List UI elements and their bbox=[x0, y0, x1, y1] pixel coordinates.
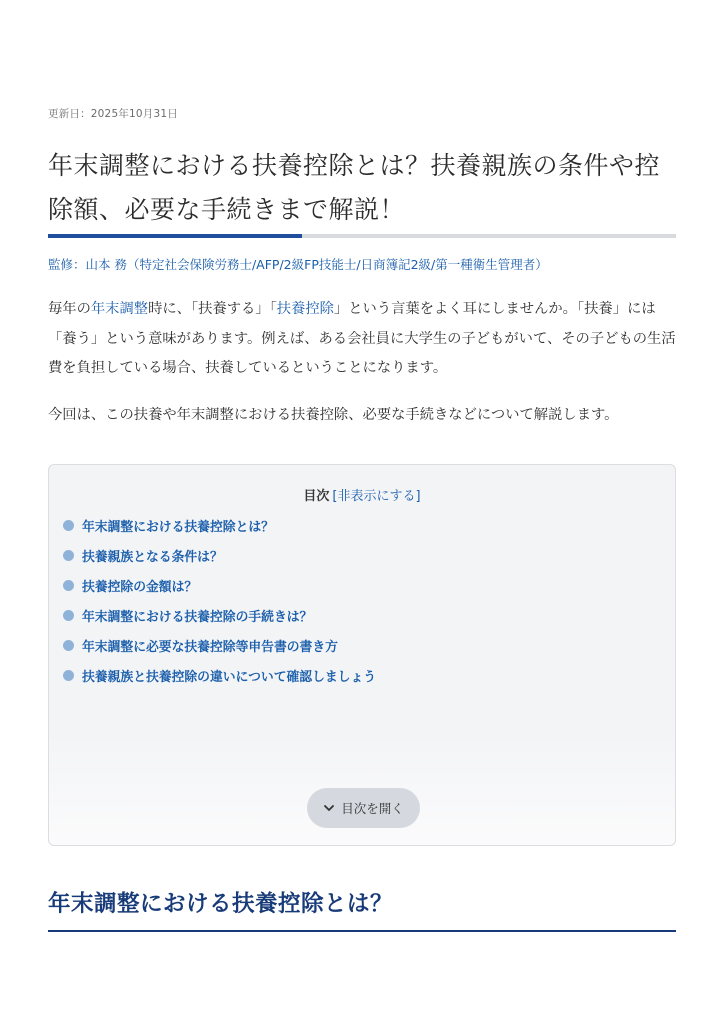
link-year-end-adjustment[interactable]: 年末調整 bbox=[90, 301, 149, 317]
bullet-icon bbox=[63, 550, 74, 561]
toc-link[interactable]: 扶養控除の金額は？ bbox=[82, 580, 198, 595]
updated-date: 更新日：2025年10月31日 bbox=[48, 108, 178, 120]
toc-hide-toggle[interactable]: [非表示にする] bbox=[332, 489, 421, 504]
toc-open-button[interactable] bbox=[307, 788, 420, 828]
toc-link[interactable]: 年末調整における扶養控除の手続きは？ bbox=[82, 610, 313, 625]
toc-item[interactable] bbox=[63, 606, 376, 636]
table-of-contents bbox=[48, 464, 676, 846]
toc-item[interactable] bbox=[63, 546, 376, 576]
supervisor-line: 監修：山本 務（特定社会保険労務士/AFP/2級FP技能士/日商簿記2級/第一種衛生管理者） bbox=[48, 257, 548, 272]
intro-paragraph bbox=[48, 295, 676, 384]
intro-text-a: 毎年の bbox=[48, 301, 91, 317]
toc-header bbox=[49, 485, 675, 504]
toc-link[interactable]: 年末調整における扶養控除とは？ bbox=[82, 520, 274, 535]
toc-item[interactable] bbox=[63, 666, 376, 696]
bullet-icon bbox=[63, 520, 74, 531]
toc-item[interactable] bbox=[63, 636, 376, 666]
bullet-icon bbox=[63, 610, 74, 621]
section-heading-rule bbox=[48, 930, 676, 932]
intro-text-b: 時に、「扶養する」「 bbox=[148, 301, 277, 317]
toc-item[interactable] bbox=[63, 576, 376, 606]
title-divider bbox=[48, 234, 676, 238]
toc-link[interactable]: 扶養親族となる条件は？ bbox=[82, 550, 223, 565]
toc-title: 目次 bbox=[303, 489, 330, 504]
link-dependent-deduction[interactable]: 扶養控除 bbox=[276, 301, 334, 317]
page-title: 年末調整における扶養控除とは？扶養親族の条件や控除額、必要な手続きまで解説！ bbox=[48, 151, 661, 224]
toc-open-label: 目次を開く bbox=[341, 801, 404, 816]
section-heading: 年末調整における扶養控除とは？ bbox=[48, 891, 394, 917]
toc-item[interactable] bbox=[63, 516, 376, 546]
intro-text-c: 」という言葉をよく耳にしませんか。「扶養」には「養う」という意味があります。例えば、ある会社員に大学生の子どもがいて、その子どもの生活費を負担している場合、扶養しているということになります。 bbox=[48, 301, 676, 376]
bullet-icon bbox=[63, 640, 74, 651]
toc-list bbox=[63, 516, 376, 696]
chevron-down-icon bbox=[323, 802, 335, 814]
intro-paragraph-2: 今回は、この扶養や年末調整における扶養控除、必要な手続きなどについて解説します。 bbox=[48, 407, 619, 423]
toc-link[interactable]: 年末調整に必要な扶養控除等申告書の書き方 bbox=[82, 640, 338, 655]
bullet-icon bbox=[63, 580, 74, 591]
title-divider-accent bbox=[48, 234, 302, 238]
bullet-icon bbox=[63, 670, 74, 681]
toc-link[interactable]: 扶養親族と扶養控除の違いについて確認しましょう bbox=[82, 670, 377, 685]
